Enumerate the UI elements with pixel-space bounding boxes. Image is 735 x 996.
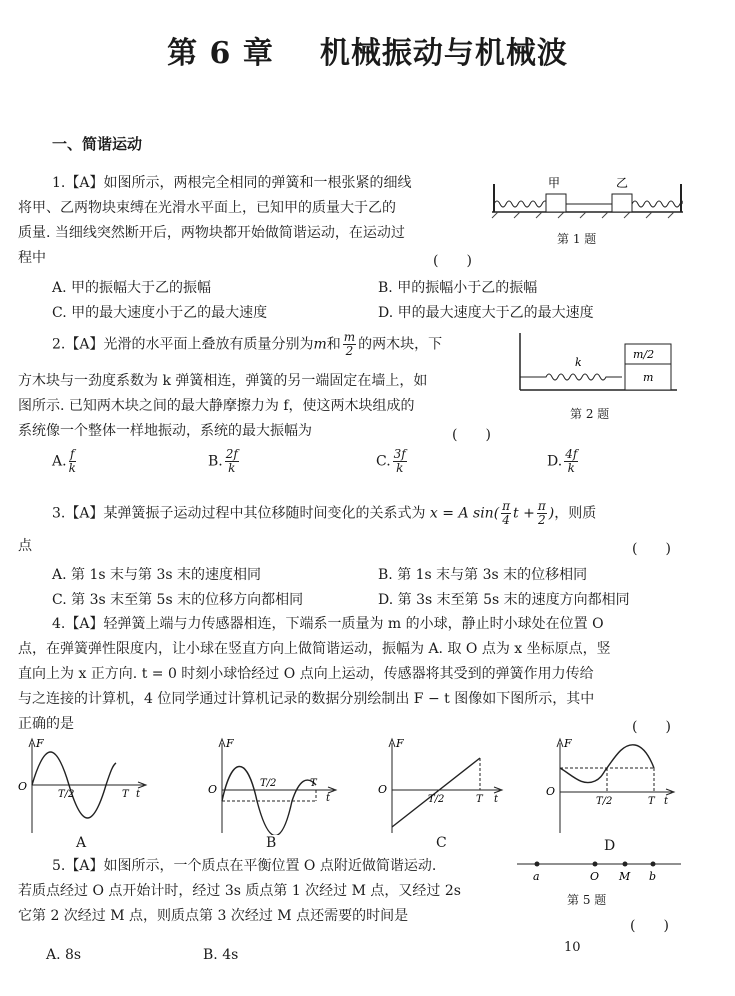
q4-line: 与之连接的计算机，4 位同学通过计算机记录的数据分别绘制出 F − t 图像如下图所示，其中 <box>18 691 595 707</box>
axis-F: F <box>226 737 234 750</box>
q2-opt-num: 3f <box>393 447 406 461</box>
q1-line: 质量. 当细线突然断开后，两物块都开始做简谐运动，在运动过 <box>18 225 405 241</box>
graph-c <box>372 735 512 835</box>
axis-F: F <box>36 737 44 750</box>
axis-t: t <box>326 793 331 804</box>
chapter-title <box>0 28 735 72</box>
q3-frac2-num: π <box>537 499 546 513</box>
page-number: 10 <box>564 940 581 955</box>
q2-line: 系统像一个整体一样地振动，系统的最大振幅为 <box>18 423 312 439</box>
point-O <box>593 862 598 867</box>
q2-opt-num: 4f <box>565 447 578 461</box>
q2-opt-letter: A. <box>52 453 67 470</box>
axis-O: O <box>378 783 388 796</box>
q2-answer-paren: ( ) <box>452 427 491 443</box>
graph-c-caption: C <box>436 835 447 851</box>
q2-opt-num: 2f <box>225 447 238 461</box>
axis-F: F <box>396 737 404 750</box>
label-b: b <box>649 870 657 883</box>
spring-k <box>520 374 622 380</box>
q5-line: 它第 2 次经过 M 点，则质点第 3 次经过 M 点还需要的时间是 <box>18 908 409 924</box>
label-k: k <box>575 356 582 369</box>
label-M: M <box>619 870 631 883</box>
q2-opt-den: k <box>228 461 236 475</box>
q4-line: 4.【A】轻弹簧上端与力传感器相连，下端系一质量为 m 的小球，静止时小球处在位置 O <box>52 616 604 632</box>
q2-line: 图所示. 已知两木块之间的最大静摩擦力为 f，使这两木块组成的 <box>18 398 415 414</box>
q2-and: 和 <box>326 336 341 353</box>
axis-O: O <box>546 785 556 798</box>
q2-caption: 第 2 题 <box>570 407 610 421</box>
question-2-text <box>18 369 427 444</box>
tick-T: T <box>310 778 317 789</box>
q2-opt-den: k <box>68 461 76 475</box>
point-M <box>623 862 628 867</box>
q3-line2: 点 <box>18 538 32 554</box>
q3-frac2-den: 2 <box>537 513 546 527</box>
q3-frac-1 <box>501 500 511 527</box>
q3-formula-a: x = A sin( <box>429 505 500 522</box>
q2-option-c <box>376 448 409 475</box>
q1-option-a: A. 甲的振幅大于乙的振幅 <box>52 280 212 296</box>
q4-line: 正确的是 <box>18 716 74 732</box>
q5-line: 若质点经过 O 点开始计时，经过 3s 质点第 1 次经过 M 点，又经过 2s <box>18 883 461 899</box>
axis-O: O <box>208 783 218 796</box>
label-jia: 甲 <box>548 176 561 190</box>
figure-q1 <box>490 172 690 222</box>
q2-text-b: 的两木块，下 <box>358 336 443 353</box>
axis-t: t <box>136 789 141 800</box>
q1-option-b: B. 甲的振幅小于乙的振幅 <box>378 280 538 296</box>
q5-option-b: B. 4s <box>203 947 239 963</box>
graph-b-caption: B <box>266 835 277 851</box>
q5-option-a: A. 8s <box>46 947 82 963</box>
q1-answer-paren: ( ) <box>433 253 472 269</box>
label-a: a <box>533 870 540 883</box>
q2-fraction-m-2 <box>343 331 356 358</box>
axis-F: F <box>564 737 572 750</box>
tick-T: T <box>476 794 483 805</box>
block-yi <box>612 194 632 212</box>
q2-opt-num: f <box>69 447 75 461</box>
graph-d-curve <box>560 745 654 783</box>
q2-option-b <box>208 448 241 475</box>
figure-q2 <box>515 330 685 400</box>
q2-option-d <box>547 448 580 475</box>
graph-a <box>12 735 152 835</box>
q1-option-c: C. 甲的最大速度小于乙的最大速度 <box>52 305 268 321</box>
q2-opt-letter: C. <box>376 453 391 470</box>
q2-opt-letter: B. <box>208 453 223 470</box>
q1-caption: 第 1 题 <box>557 232 597 246</box>
q5-answer-paren: ( ) <box>630 918 669 934</box>
q2-line1 <box>52 331 442 358</box>
q4-line: 直向上为 x 正方向. t = 0 时刻小球恰经过 O 点向上运动，传感器将其受到的弹簧作用力传给 <box>18 666 594 682</box>
q3-frac1-den: 4 <box>502 513 510 527</box>
q3-line1 <box>52 500 596 527</box>
q2-frac-den: 2 <box>345 344 354 358</box>
graph-d-caption: D <box>604 838 616 854</box>
q3-text-b: ，则质 <box>554 505 597 522</box>
graph-d <box>540 735 680 835</box>
question-5-text <box>18 854 461 929</box>
block-jia <box>546 194 566 212</box>
q4-answer-paren: ( ) <box>632 719 671 735</box>
q2-text-a: 2.【A】光滑的水平面上叠放有质量分别为 <box>52 336 314 353</box>
q3-frac1-num: π <box>502 499 511 513</box>
label-m-half: m/2 <box>633 348 655 361</box>
q2-opt-den: k <box>567 461 575 475</box>
question-1-text <box>18 171 412 271</box>
q3-option-d: D. 第 3s 末至第 5s 末的速度方向都相同 <box>378 592 630 608</box>
q1-line: 将甲、乙两物块束缚在光滑水平面上，已知甲的质量大于乙的 <box>18 200 396 216</box>
tick-T: T <box>122 789 129 800</box>
tick-half: T/2 <box>260 778 277 789</box>
graph-b <box>202 735 342 835</box>
q5-caption: 第 5 题 <box>567 893 607 907</box>
axis-O: O <box>18 780 28 793</box>
q3-option-c: C. 第 3s 末至第 5s 末的位移方向都相同 <box>52 592 304 608</box>
figure-q5 <box>515 852 685 886</box>
q2-option-a <box>52 448 78 475</box>
q3-formula-b: ) <box>548 505 555 522</box>
axis-t: t <box>494 794 499 805</box>
section-heading: 一、简谐运动 <box>52 135 143 153</box>
q2-line: 方木块与一劲度系数为 k 弹簧相连，弹簧的另一端固定在墙上，如 <box>18 373 428 389</box>
question-4-text <box>18 612 611 737</box>
q3-text-a: 3.【A】某弹簧振子运动过程中其位移随时间变化的关系式为 <box>52 505 426 522</box>
axis-t: t <box>664 796 669 807</box>
q3-option-b: B. 第 1s 末与第 3s 末的位移相同 <box>378 567 588 583</box>
q3-frac-2 <box>537 500 547 527</box>
tick-half: T/2 <box>596 796 613 807</box>
q3-formula-t: t + <box>513 505 535 522</box>
chapter-number: 第 6 章 <box>167 36 274 71</box>
q4-line: 点，在弹簧弹性限度内，让小球在竖直方向上做简谐运动，振幅为 A. 取 O 点为 x 坐标原点，竖 <box>18 641 611 657</box>
q2-opt-letter: D. <box>547 453 563 470</box>
graph-a-caption: A <box>76 835 87 851</box>
q1-option-d: D. 甲的最大速度大于乙的最大速度 <box>378 305 594 321</box>
graph-c-line <box>392 758 480 827</box>
q1-line: 1.【A】如图所示，两根完全相同的弹簧和一根张紧的细线 <box>52 175 412 191</box>
q3-option-a: A. 第 1s 末与第 3s 末的速度相同 <box>52 567 261 583</box>
point-b <box>651 862 656 867</box>
q3-answer-paren: ( ) <box>632 541 671 557</box>
q2-opt-den: k <box>396 461 404 475</box>
point-a <box>535 862 540 867</box>
tick-half: T/2 <box>428 794 445 805</box>
q2-frac-num: m <box>343 330 356 344</box>
q2-mass-m: m <box>313 336 327 353</box>
chapter-name: 机械振动与机械波 <box>319 36 568 71</box>
tick-half: T/2 <box>58 789 75 800</box>
label-yi: 乙 <box>616 176 629 190</box>
q1-line: 程中 <box>18 250 46 266</box>
tick-T: T <box>648 796 655 807</box>
q5-line: 5.【A】如图所示，一个质点在平衡位置 O 点附近做简谐运动. <box>52 858 437 874</box>
label-m: m <box>643 371 654 384</box>
label-O: O <box>590 870 600 883</box>
